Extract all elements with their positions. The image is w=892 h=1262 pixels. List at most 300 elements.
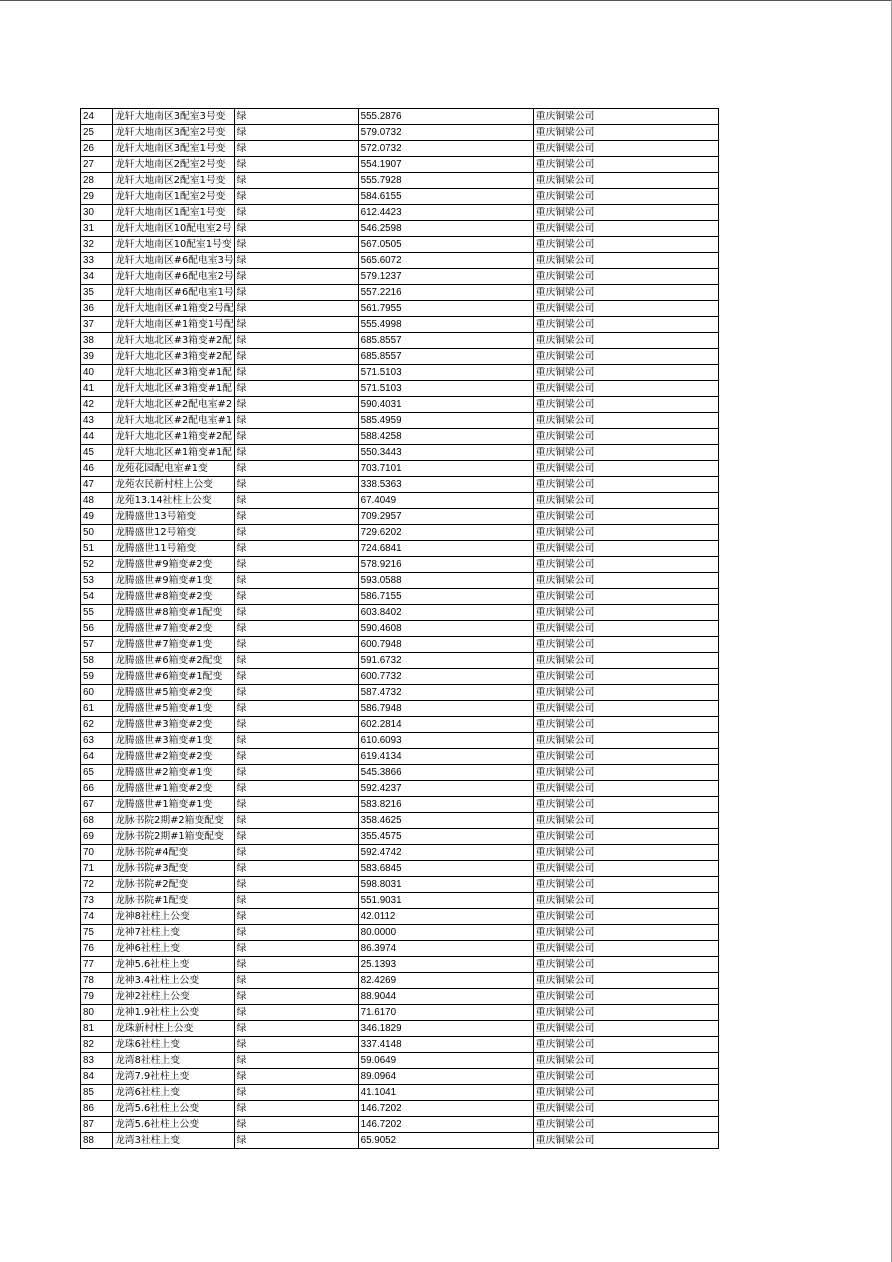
company-cell: 重庆铜梁公司	[533, 381, 718, 397]
table-row	[81, 621, 719, 637]
row-number-cell: 37	[81, 317, 113, 333]
status-cell: 绿	[234, 333, 358, 349]
station-name-cell: 龙轩大地南区#1箱变1号配	[113, 317, 235, 333]
value-cell: 80.0000	[358, 925, 533, 941]
table-row	[81, 285, 719, 301]
row-number-cell: 45	[81, 445, 113, 461]
status-cell: 绿	[234, 1053, 358, 1069]
row-number-cell: 86	[81, 1101, 113, 1117]
company-cell: 重庆铜梁公司	[533, 877, 718, 893]
value-cell: 82.4269	[358, 973, 533, 989]
value-cell: 555.7928	[358, 173, 533, 189]
status-cell: 绿	[234, 349, 358, 365]
status-cell: 绿	[234, 605, 358, 621]
station-name-cell: 龙腾盛世#8箱变#1配变	[113, 605, 235, 621]
row-number-cell: 77	[81, 957, 113, 973]
row-number-cell: 57	[81, 637, 113, 653]
value-cell: 346.1829	[358, 1021, 533, 1037]
company-cell: 重庆铜梁公司	[533, 221, 718, 237]
table-row	[81, 173, 719, 189]
row-number-cell: 62	[81, 717, 113, 733]
table-row	[81, 509, 719, 525]
station-name-cell: 龙轩大地南区3配室1号变	[113, 141, 235, 157]
row-number-cell: 26	[81, 141, 113, 157]
row-number-cell: 67	[81, 797, 113, 813]
status-cell: 绿	[234, 189, 358, 205]
value-cell: 586.7948	[358, 701, 533, 717]
company-cell: 重庆铜梁公司	[533, 669, 718, 685]
value-cell: 571.5103	[358, 381, 533, 397]
station-name-cell: 龙腾盛世#1箱变#2变	[113, 781, 235, 797]
company-cell: 重庆铜梁公司	[533, 701, 718, 717]
row-number-cell: 38	[81, 333, 113, 349]
station-name-cell: 龙湾3社柱上变	[113, 1133, 235, 1149]
company-cell: 重庆铜梁公司	[533, 525, 718, 541]
company-cell: 重庆铜梁公司	[533, 829, 718, 845]
station-name-cell: 龙轩大地南区1配室2号变	[113, 189, 235, 205]
status-cell: 绿	[234, 909, 358, 925]
status-cell: 绿	[234, 317, 358, 333]
table-row	[81, 589, 719, 605]
company-cell: 重庆铜梁公司	[533, 621, 718, 637]
value-cell: 554.1907	[358, 157, 533, 173]
row-number-cell: 82	[81, 1037, 113, 1053]
row-number-cell: 33	[81, 253, 113, 269]
row-number-cell: 63	[81, 733, 113, 749]
status-cell: 绿	[234, 429, 358, 445]
status-cell: 绿	[234, 109, 358, 125]
status-cell: 绿	[234, 893, 358, 909]
row-number-cell: 36	[81, 301, 113, 317]
status-cell: 绿	[234, 365, 358, 381]
table-row	[81, 205, 719, 221]
row-number-cell: 54	[81, 589, 113, 605]
station-name-cell: 龙湾6社柱上变	[113, 1085, 235, 1101]
company-cell: 重庆铜梁公司	[533, 733, 718, 749]
value-cell: 619.4134	[358, 749, 533, 765]
value-cell: 25.1393	[358, 957, 533, 973]
table-row	[81, 477, 719, 493]
station-name-cell: 龙神3.4社柱上公变	[113, 973, 235, 989]
station-name-cell: 龙轩大地南区#6配电室3号	[113, 253, 235, 269]
station-name-cell: 龙轩大地北区#1箱变#2配	[113, 429, 235, 445]
status-cell: 绿	[234, 221, 358, 237]
station-name-cell: 龙轩大地南区#6配电室2号	[113, 269, 235, 285]
table-row	[81, 157, 719, 173]
value-cell: 355.4575	[358, 829, 533, 845]
table-row	[81, 861, 719, 877]
table-row	[81, 1021, 719, 1037]
status-cell: 绿	[234, 1117, 358, 1133]
status-cell: 绿	[234, 973, 358, 989]
station-name-cell: 龙神7社柱上变	[113, 925, 235, 941]
status-cell: 绿	[234, 205, 358, 221]
table-row	[81, 109, 719, 125]
row-number-cell: 39	[81, 349, 113, 365]
row-number-cell: 79	[81, 989, 113, 1005]
company-cell: 重庆铜梁公司	[533, 125, 718, 141]
status-cell: 绿	[234, 813, 358, 829]
value-cell: 89.0964	[358, 1069, 533, 1085]
status-cell: 绿	[234, 637, 358, 653]
company-cell: 重庆铜梁公司	[533, 845, 718, 861]
table-row	[81, 781, 719, 797]
table-row	[81, 1101, 719, 1117]
value-cell: 583.8216	[358, 797, 533, 813]
row-number-cell: 64	[81, 749, 113, 765]
row-number-cell: 81	[81, 1021, 113, 1037]
row-number-cell: 69	[81, 829, 113, 845]
station-name-cell: 龙脉书院#4配变	[113, 845, 235, 861]
table-row	[81, 493, 719, 509]
value-cell: 338.5363	[358, 477, 533, 493]
table-row	[81, 957, 719, 973]
status-cell: 绿	[234, 413, 358, 429]
value-cell: 603.8402	[358, 605, 533, 621]
table-row	[81, 941, 719, 957]
status-cell: 绿	[234, 461, 358, 477]
value-cell: 709.2957	[358, 509, 533, 525]
company-cell: 重庆铜梁公司	[533, 509, 718, 525]
table-row	[81, 333, 719, 349]
station-name-cell: 龙轩大地北区#2配电室#2	[113, 397, 235, 413]
status-cell: 绿	[234, 477, 358, 493]
status-cell: 绿	[234, 381, 358, 397]
station-name-cell: 龙脉书院#2配变	[113, 877, 235, 893]
value-cell: 593.0588	[358, 573, 533, 589]
station-name-cell: 龙轩大地南区1配室1号变	[113, 205, 235, 221]
value-cell: 67.4049	[358, 493, 533, 509]
transformer-table	[80, 108, 719, 1149]
station-name-cell: 龙苑花园配电室#1变	[113, 461, 235, 477]
table-row	[81, 301, 719, 317]
company-cell: 重庆铜梁公司	[533, 893, 718, 909]
company-cell: 重庆铜梁公司	[533, 605, 718, 621]
table-row	[81, 381, 719, 397]
value-cell: 703.7101	[358, 461, 533, 477]
table-row	[81, 1037, 719, 1053]
table-row	[81, 1133, 719, 1149]
company-cell: 重庆铜梁公司	[533, 349, 718, 365]
status-cell: 绿	[234, 685, 358, 701]
company-cell: 重庆铜梁公司	[533, 717, 718, 733]
status-cell: 绿	[234, 269, 358, 285]
row-number-cell: 65	[81, 765, 113, 781]
row-number-cell: 70	[81, 845, 113, 861]
row-number-cell: 75	[81, 925, 113, 941]
table-row	[81, 541, 719, 557]
status-cell: 绿	[234, 669, 358, 685]
table-row	[81, 1005, 719, 1021]
station-name-cell: 龙腾盛世#9箱变#2变	[113, 557, 235, 573]
company-cell: 重庆铜梁公司	[533, 541, 718, 557]
status-cell: 绿	[234, 829, 358, 845]
row-number-cell: 41	[81, 381, 113, 397]
status-cell: 绿	[234, 733, 358, 749]
row-number-cell: 73	[81, 893, 113, 909]
value-cell: 59.0649	[358, 1053, 533, 1069]
company-cell: 重庆铜梁公司	[533, 1053, 718, 1069]
table-row	[81, 349, 719, 365]
row-number-cell: 49	[81, 509, 113, 525]
company-cell: 重庆铜梁公司	[533, 413, 718, 429]
value-cell: 42.0112	[358, 909, 533, 925]
row-number-cell: 76	[81, 941, 113, 957]
status-cell: 绿	[234, 653, 358, 669]
row-number-cell: 30	[81, 205, 113, 221]
value-cell: 557.2216	[358, 285, 533, 301]
row-number-cell: 50	[81, 525, 113, 541]
station-name-cell: 龙脉书院2期#2箱变配变	[113, 813, 235, 829]
status-cell: 绿	[234, 925, 358, 941]
value-cell: 578.9216	[358, 557, 533, 573]
table-row	[81, 461, 719, 477]
table-row	[81, 365, 719, 381]
company-cell: 重庆铜梁公司	[533, 333, 718, 349]
table-row	[81, 797, 719, 813]
station-name-cell: 龙腾盛世11号箱变	[113, 541, 235, 557]
station-name-cell: 龙腾盛世#2箱变#1变	[113, 765, 235, 781]
company-cell: 重庆铜梁公司	[533, 957, 718, 973]
row-number-cell: 24	[81, 109, 113, 125]
value-cell: 729.6202	[358, 525, 533, 541]
table-row	[81, 317, 719, 333]
company-cell: 重庆铜梁公司	[533, 317, 718, 333]
station-name-cell: 龙腾盛世#9箱变#1变	[113, 573, 235, 589]
value-cell: 590.4031	[358, 397, 533, 413]
row-number-cell: 87	[81, 1117, 113, 1133]
row-number-cell: 71	[81, 861, 113, 877]
station-name-cell: 龙湾5.6社柱上公变	[113, 1101, 235, 1117]
company-cell: 重庆铜梁公司	[533, 253, 718, 269]
company-cell: 重庆铜梁公司	[533, 205, 718, 221]
value-cell: 565.6072	[358, 253, 533, 269]
station-name-cell: 龙轩大地南区10配室1号变	[113, 237, 235, 253]
row-number-cell: 55	[81, 605, 113, 621]
status-cell: 绿	[234, 557, 358, 573]
station-name-cell: 龙轩大地北区#3箱变#2配	[113, 333, 235, 349]
status-cell: 绿	[234, 285, 358, 301]
value-cell: 146.7202	[358, 1101, 533, 1117]
company-cell: 重庆铜梁公司	[533, 573, 718, 589]
value-cell: 567.0505	[358, 237, 533, 253]
value-cell: 579.1237	[358, 269, 533, 285]
table-row	[81, 445, 719, 461]
status-cell: 绿	[234, 845, 358, 861]
value-cell: 586.7155	[358, 589, 533, 605]
station-name-cell: 龙腾盛世#5箱变#2变	[113, 685, 235, 701]
station-name-cell: 龙湾5.6社柱上公变	[113, 1117, 235, 1133]
station-name-cell: 龙腾盛世#8箱变#2变	[113, 589, 235, 605]
status-cell: 绿	[234, 1037, 358, 1053]
station-name-cell: 龙珠新村柱上公变	[113, 1021, 235, 1037]
table-row	[81, 973, 719, 989]
company-cell: 重庆铜梁公司	[533, 1069, 718, 1085]
station-name-cell: 龙湾8社柱上变	[113, 1053, 235, 1069]
value-cell: 555.2876	[358, 109, 533, 125]
station-name-cell: 龙轩大地南区2配室2号变	[113, 157, 235, 173]
value-cell: 545.3866	[358, 765, 533, 781]
value-cell: 551.9031	[358, 893, 533, 909]
row-number-cell: 51	[81, 541, 113, 557]
company-cell: 重庆铜梁公司	[533, 365, 718, 381]
station-name-cell: 龙腾盛世#3箱变#2变	[113, 717, 235, 733]
status-cell: 绿	[234, 717, 358, 733]
company-cell: 重庆铜梁公司	[533, 477, 718, 493]
row-number-cell: 31	[81, 221, 113, 237]
station-name-cell: 龙神2社柱上公变	[113, 989, 235, 1005]
table-row	[81, 429, 719, 445]
status-cell: 绿	[234, 877, 358, 893]
row-number-cell: 28	[81, 173, 113, 189]
value-cell: 600.7948	[358, 637, 533, 653]
status-cell: 绿	[234, 701, 358, 717]
row-number-cell: 43	[81, 413, 113, 429]
status-cell: 绿	[234, 237, 358, 253]
company-cell: 重庆铜梁公司	[533, 157, 718, 173]
value-cell: 592.4237	[358, 781, 533, 797]
company-cell: 重庆铜梁公司	[533, 813, 718, 829]
row-number-cell: 58	[81, 653, 113, 669]
status-cell: 绿	[234, 1133, 358, 1149]
station-name-cell: 龙轩大地北区#3箱变#1配	[113, 381, 235, 397]
station-name-cell: 龙轩大地北区#1箱变#1配	[113, 445, 235, 461]
company-cell: 重庆铜梁公司	[533, 173, 718, 189]
status-cell: 绿	[234, 861, 358, 877]
value-cell: 583.6845	[358, 861, 533, 877]
status-cell: 绿	[234, 989, 358, 1005]
company-cell: 重庆铜梁公司	[533, 557, 718, 573]
station-name-cell: 龙神1.9社柱上公变	[113, 1005, 235, 1021]
status-cell: 绿	[234, 125, 358, 141]
status-cell: 绿	[234, 157, 358, 173]
company-cell: 重庆铜梁公司	[533, 909, 718, 925]
station-name-cell: 龙脉书院#3配变	[113, 861, 235, 877]
table-row	[81, 557, 719, 573]
value-cell: 602.2814	[358, 717, 533, 733]
company-cell: 重庆铜梁公司	[533, 941, 718, 957]
company-cell: 重庆铜梁公司	[533, 765, 718, 781]
station-name-cell: 龙苑农民新村柱上公变	[113, 477, 235, 493]
table-row	[81, 749, 719, 765]
row-number-cell: 42	[81, 397, 113, 413]
status-cell: 绿	[234, 525, 358, 541]
station-name-cell: 龙腾盛世#7箱变#1变	[113, 637, 235, 653]
row-number-cell: 61	[81, 701, 113, 717]
table-body	[81, 109, 719, 1149]
row-number-cell: 35	[81, 285, 113, 301]
status-cell: 绿	[234, 1005, 358, 1021]
company-cell: 重庆铜梁公司	[533, 749, 718, 765]
row-number-cell: 85	[81, 1085, 113, 1101]
table-row	[81, 909, 719, 925]
table-row	[81, 237, 719, 253]
company-cell: 重庆铜梁公司	[533, 461, 718, 477]
company-cell: 重庆铜梁公司	[533, 973, 718, 989]
table-row	[81, 1117, 719, 1133]
row-number-cell: 80	[81, 1005, 113, 1021]
station-name-cell: 龙脉书院2期#1箱变配变	[113, 829, 235, 845]
company-cell: 重庆铜梁公司	[533, 493, 718, 509]
station-name-cell: 龙轩大地北区#3箱变#1配	[113, 365, 235, 381]
station-name-cell: 龙腾盛世#7箱变#2变	[113, 621, 235, 637]
value-cell: 88.9044	[358, 989, 533, 1005]
company-cell: 重庆铜梁公司	[533, 1085, 718, 1101]
company-cell: 重庆铜梁公司	[533, 589, 718, 605]
station-name-cell: 龙腾盛世#6箱变#2配变	[113, 653, 235, 669]
company-cell: 重庆铜梁公司	[533, 445, 718, 461]
status-cell: 绿	[234, 573, 358, 589]
company-cell: 重庆铜梁公司	[533, 285, 718, 301]
row-number-cell: 25	[81, 125, 113, 141]
station-name-cell: 龙轩大地南区#6配电室1号	[113, 285, 235, 301]
value-cell: 561.7955	[358, 301, 533, 317]
station-name-cell: 龙神8社柱上公变	[113, 909, 235, 925]
table-row	[81, 813, 719, 829]
station-name-cell: 龙轩大地南区#1箱变2号配	[113, 301, 235, 317]
status-cell: 绿	[234, 765, 358, 781]
table-row	[81, 653, 719, 669]
value-cell: 41.1041	[358, 1085, 533, 1101]
value-cell: 585.4959	[358, 413, 533, 429]
status-cell: 绿	[234, 1021, 358, 1037]
table-row	[81, 605, 719, 621]
table-row	[81, 989, 719, 1005]
table-row	[81, 877, 719, 893]
value-cell: 587.4732	[358, 685, 533, 701]
status-cell: 绿	[234, 445, 358, 461]
company-cell: 重庆铜梁公司	[533, 861, 718, 877]
status-cell: 绿	[234, 1101, 358, 1117]
status-cell: 绿	[234, 141, 358, 157]
table-row	[81, 637, 719, 653]
row-number-cell: 78	[81, 973, 113, 989]
table-row	[81, 733, 719, 749]
value-cell: 685.8557	[358, 333, 533, 349]
value-cell: 598.8031	[358, 877, 533, 893]
table-row	[81, 1085, 719, 1101]
table-row	[81, 525, 719, 541]
table-row	[81, 413, 719, 429]
value-cell: 572.0732	[358, 141, 533, 157]
value-cell: 724.6841	[358, 541, 533, 557]
company-cell: 重庆铜梁公司	[533, 189, 718, 205]
company-cell: 重庆铜梁公司	[533, 1021, 718, 1037]
value-cell: 337.4148	[358, 1037, 533, 1053]
status-cell: 绿	[234, 749, 358, 765]
table-row	[81, 685, 719, 701]
table-row	[81, 269, 719, 285]
value-cell: 592.4742	[358, 845, 533, 861]
status-cell: 绿	[234, 589, 358, 605]
company-cell: 重庆铜梁公司	[533, 925, 718, 941]
station-name-cell: 龙轩大地南区3配室3号变	[113, 109, 235, 125]
station-name-cell: 龙腾盛世#6箱变#1配变	[113, 669, 235, 685]
status-cell: 绿	[234, 301, 358, 317]
value-cell: 591.6732	[358, 653, 533, 669]
station-name-cell: 龙轩大地北区#3箱变#2配	[113, 349, 235, 365]
status-cell: 绿	[234, 541, 358, 557]
row-number-cell: 66	[81, 781, 113, 797]
status-cell: 绿	[234, 509, 358, 525]
station-name-cell: 龙腾盛世#2箱变#2变	[113, 749, 235, 765]
company-cell: 重庆铜梁公司	[533, 429, 718, 445]
company-cell: 重庆铜梁公司	[533, 269, 718, 285]
status-cell: 绿	[234, 397, 358, 413]
table-row	[81, 1053, 719, 1069]
station-name-cell: 龙腾盛世#3箱变#1变	[113, 733, 235, 749]
row-number-cell: 32	[81, 237, 113, 253]
